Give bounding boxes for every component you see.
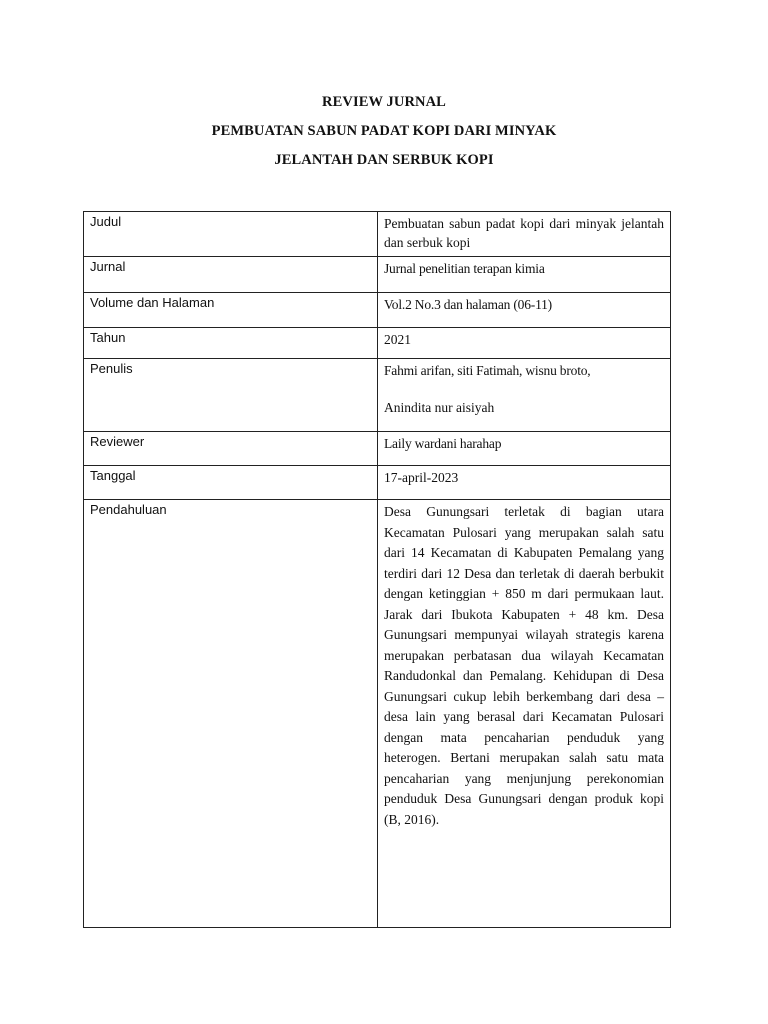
document-title-line-1: PEMBUATAN SABUN PADAT KOPI DARI MINYAK bbox=[211, 123, 557, 139]
table-row-pendahuluan bbox=[84, 500, 671, 928]
review-table bbox=[83, 211, 671, 928]
row-value-penulis bbox=[378, 359, 671, 432]
document-title-line-2: JELANTAH DAN SERBUK KOPI bbox=[274, 152, 494, 168]
table-row-jurnal bbox=[84, 257, 671, 293]
penulis-line-2: Anindita nur aisiyah bbox=[384, 399, 495, 415]
table-row-volume bbox=[84, 293, 671, 328]
row-label-volume: Volume dan Halaman bbox=[84, 293, 378, 328]
row-value-pendahuluan: Desa Gunungsari terletak di bagian utara Kecamatan Pulosari yang merupakan salah satu dari 14 Kecamatan di Kabupaten Pemalang yang terdiri dari 12 Desa dan terletak di daerah berbukit dengan ketinggian + 850 m dari permukaan laut. Jarak dari Ibukota Kabupaten + 48 km. Desa Gunungsari mempunyai wilayah strategis karena merupakan perbatasan dua wilayah Kecamatan Randudonkal dan Pemalang. Kehidupan di Desa Gunungsari cukup lebih berkembang dari desa – desa lain yang berasal dari Kecamatan Pulosari dengan mata pencaharian penduduk yang heterogen. Bertani merupakan salah satu mata pencaharian yang menjunjung perekonomian penduduk Desa Gunungsari dengan produk kopi (B, 2016). bbox=[378, 500, 671, 928]
row-label-reviewer: Reviewer bbox=[84, 432, 378, 466]
row-value-jurnal: Jurnal penelitian terapan kimia bbox=[378, 257, 671, 293]
row-value-judul: Pembuatan sabun padat kopi dari minyak jelantah dan serbuk kopi bbox=[378, 212, 671, 257]
table-row-penulis bbox=[84, 359, 671, 432]
row-label-jurnal: Jurnal bbox=[84, 257, 378, 293]
table-row-tahun bbox=[84, 328, 671, 359]
table-row-tanggal bbox=[84, 466, 671, 500]
row-value-reviewer: Laily wardani harahap bbox=[378, 432, 671, 466]
row-label-judul: Judul bbox=[84, 212, 378, 257]
table-row-judul bbox=[84, 212, 671, 257]
row-value-tanggal: 17-april-2023 bbox=[378, 466, 671, 500]
penulis-line-1: Fahmi arifan, siti Fatimah, wisnu broto, bbox=[384, 363, 591, 378]
table-row-reviewer bbox=[84, 432, 671, 466]
row-label-tahun: Tahun bbox=[84, 328, 378, 359]
penulis-gap bbox=[384, 382, 664, 398]
row-value-tahun: 2021 bbox=[378, 328, 671, 359]
row-label-penulis: Penulis bbox=[84, 359, 378, 432]
row-label-pendahuluan: Pendahuluan bbox=[84, 500, 378, 928]
row-value-volume: Vol.2 No.3 dan halaman (06-11) bbox=[378, 293, 671, 328]
document-heading: REVIEW JURNAL bbox=[322, 94, 446, 110]
document-title-block bbox=[0, 94, 768, 181]
row-label-tanggal: Tanggal bbox=[84, 466, 378, 500]
